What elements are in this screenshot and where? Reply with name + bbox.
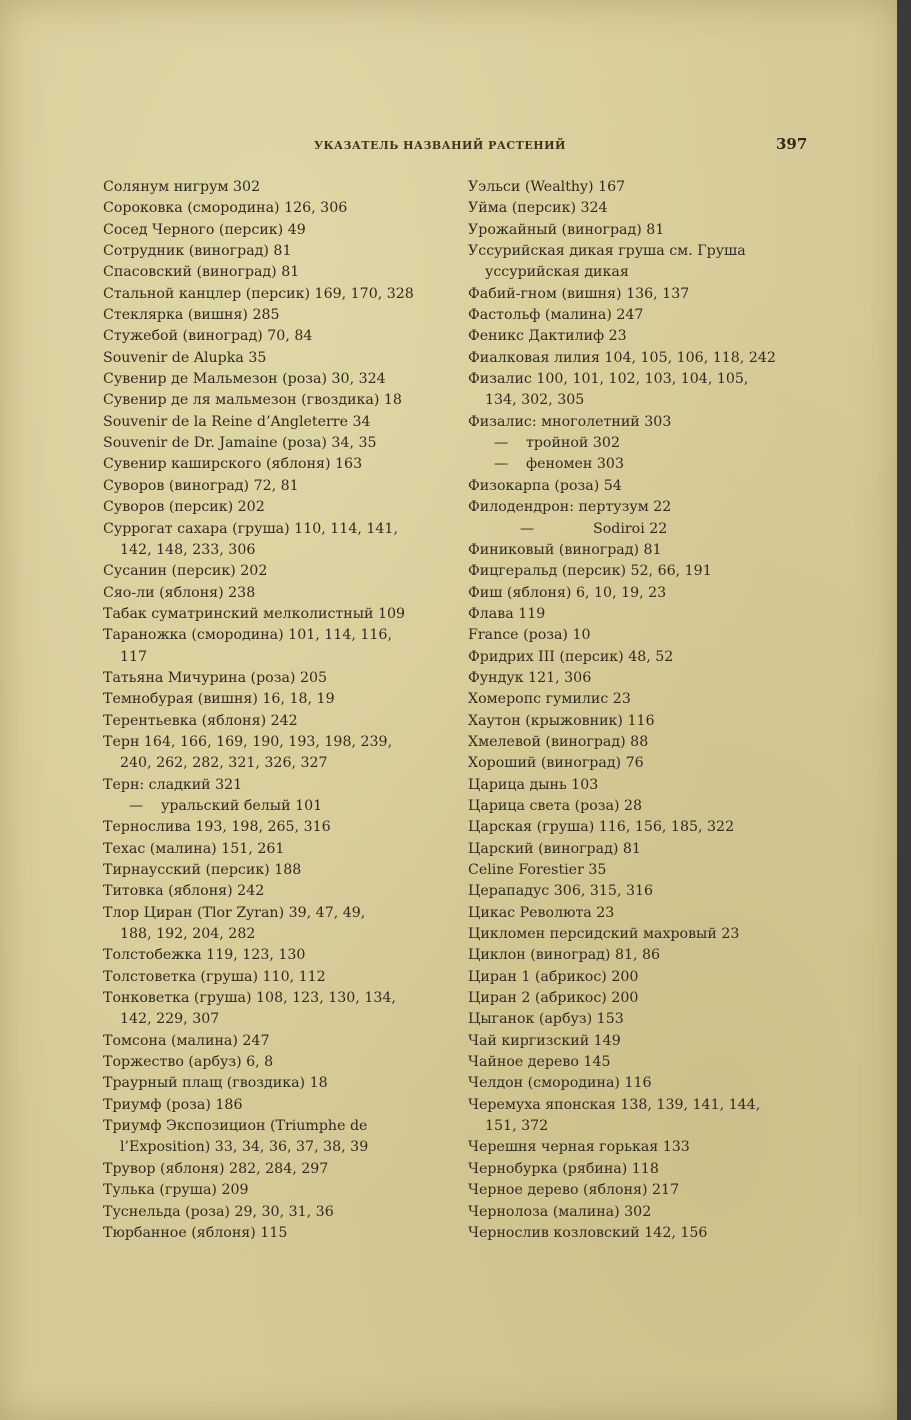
index-subentry-text: Sodiroi 22 xyxy=(593,520,668,537)
index-subentry xyxy=(468,433,806,454)
index-entry: Физалис: многолетний 303 xyxy=(468,413,672,430)
index-entry: Техас (малина) 151, 261 xyxy=(103,840,285,857)
index-entry: Фастольф (малина) 247 xyxy=(468,307,644,324)
index-entry: Цикас Революта 23 xyxy=(468,904,615,921)
dash: — xyxy=(494,435,509,452)
index-entry: Черешня черная горькая 133 xyxy=(468,1139,690,1156)
running-header: УКАЗАТЕЛЬ НАЗВАНИЙ РАСТЕНИЙ xyxy=(314,139,566,152)
index-entry: Souvenir de Alupka 35 xyxy=(103,349,267,366)
index-entry: Суррогат сахара (груша) 110, 114, 141, xyxy=(103,520,398,537)
index-entry: Тараножка (смородина) 101, 114, 116, xyxy=(103,627,392,644)
index-entry: Терн: сладкий 321 xyxy=(103,776,243,793)
index-entry-continuation: 240, 262, 282, 321, 326, 327 xyxy=(120,755,328,772)
index-entry: Хомеропс гумилис 23 xyxy=(468,691,631,708)
index-entry: Чернолоза (малина) 302 xyxy=(468,1203,652,1220)
index-entry: Уйма (персик) 324 xyxy=(468,200,608,217)
index-entry: Циклон (виноград) 81, 86 xyxy=(468,947,661,964)
index-entry: Сувенир де ля мальмезон (гвоздика) 18 xyxy=(103,392,402,409)
index-entry: Фридрих III (персик) 48, 52 xyxy=(468,648,674,665)
index-entry: Стеклярка (вишня) 285 xyxy=(103,307,280,324)
index-entry: Феникс Дактилиф 23 xyxy=(468,328,627,345)
index-entry: Татьяна Мичурина (роза) 205 xyxy=(103,669,328,686)
index-entry: Souvenir de la Reine d’Angleterre 34 xyxy=(103,413,371,430)
index-entry: Физокарпа (роза) 54 xyxy=(468,477,622,494)
index-entry: Фабий-гном (вишня) 136, 137 xyxy=(468,285,690,302)
index-entry: Титовка (яблоня) 242 xyxy=(103,883,265,900)
index-entry: Стальной канцлер (персик) 169, 170, 328 xyxy=(103,285,414,302)
index-entry: Черемуха японская 138, 139, 141, 144, xyxy=(468,1096,761,1113)
index-entry: Сяо-ли (яблоня) 238 xyxy=(103,584,256,601)
index-entry-continuation: l’Exposition) 33, 34, 36, 37, 38, 39 xyxy=(120,1139,369,1156)
index-entry: Чернослив козловский 142, 156 xyxy=(468,1224,708,1241)
index-entry-continuation: 142, 229, 307 xyxy=(120,1011,220,1028)
index-entry: Черное дерево (яблоня) 217 xyxy=(468,1182,680,1199)
index-entry: Царица дынь 103 xyxy=(468,776,599,793)
index-entry-continuation: 134, 302, 305 xyxy=(485,392,585,409)
index-entry: Суворов (персик) 202 xyxy=(103,499,265,516)
index-entry: Чернобурка (рябина) 118 xyxy=(468,1160,659,1177)
index-entry: Торжество (арбуз) 6, 8 xyxy=(103,1054,274,1071)
index-entry: Сувенир де Мальмезон (роза) 30, 324 xyxy=(103,371,386,388)
index-entry: Циран 2 (абрикос) 200 xyxy=(468,990,639,1007)
index-entry: Терентьевка (яблоня) 242 xyxy=(103,712,298,729)
index-entry-continuation: уссурийская дикая xyxy=(485,264,629,281)
index-entry: Сусанин (персик) 202 xyxy=(103,563,268,580)
index-entry: Сотрудник (виноград) 81 xyxy=(103,243,292,260)
index-entry: Суворов (виноград) 72, 81 xyxy=(103,477,299,494)
index-subentry xyxy=(468,519,806,540)
index-entry: Хаутон (крыжовник) 116 xyxy=(468,712,655,729)
index-entry: Цикломен персидский махровый 23 xyxy=(468,926,740,943)
index-entry: Стужебой (виноград) 70, 84 xyxy=(103,328,313,345)
index-entry: Толстобежка 119, 123, 130 xyxy=(103,947,306,964)
index-entry: Царский (виноград) 81 xyxy=(468,840,641,857)
index-entry-continuation: 188, 192, 204, 282 xyxy=(120,926,256,943)
index-entry: Финиковый (виноград) 81 xyxy=(468,541,662,558)
index-entry: Триумф Экспозицион (Triumphe de xyxy=(103,1118,368,1135)
index-entry: Урожайный (виноград) 81 xyxy=(468,221,665,238)
index-entry: Терн 164, 166, 169, 190, 193, 198, 239, xyxy=(103,733,393,750)
index-entry: Темнобурая (вишня) 16, 18, 19 xyxy=(103,691,335,708)
index-subentry-text: уральский белый 101 xyxy=(161,797,323,814)
index-entry: Хмелевой (виноград) 88 xyxy=(468,733,649,750)
index-entry: Трувор (яблоня) 282, 284, 297 xyxy=(103,1160,329,1177)
dash: — xyxy=(494,456,509,473)
index-entry: Тернослива 193, 198, 265, 316 xyxy=(103,819,331,836)
index-entry: Хороший (виноград) 76 xyxy=(468,755,644,772)
index-entry: Царица света (роза) 28 xyxy=(468,797,643,814)
index-subentry-text: тройной 302 xyxy=(526,435,620,452)
scan-background-strip xyxy=(897,0,911,1420)
index-entry: Уссурийская дикая груша см. Груша xyxy=(468,243,746,260)
dash: — xyxy=(129,797,144,814)
index-entry: Тирнаусский (персик) 188 xyxy=(103,862,302,878)
index-entry: Солянум нигрум 302 xyxy=(103,179,261,195)
index-entry: Сороковка (смородина) 126, 306 xyxy=(103,200,348,217)
index-column-right xyxy=(468,177,806,1244)
index-entry: Уэльси (Wealthy) 167 xyxy=(468,179,626,195)
index-entry: Чайное дерево 145 xyxy=(468,1054,611,1071)
index-entry: Чай киргизский 149 xyxy=(468,1032,621,1049)
index-entry: Циран 1 (абрикос) 200 xyxy=(468,968,639,985)
index-entry: Спасовский (виноград) 81 xyxy=(103,264,300,281)
index-entry: Цыганок (арбуз) 153 xyxy=(468,1011,624,1028)
index-entry: Флава 119 xyxy=(468,605,546,622)
index-entry: Томсона (малина) 247 xyxy=(103,1032,270,1049)
index-entry: Тюрбанное (яблоня) 115 xyxy=(103,1224,288,1241)
page-number: 397 xyxy=(776,135,808,153)
index-subentry xyxy=(468,454,806,475)
index-entry: Физалис 100, 101, 102, 103, 104, 105, xyxy=(468,371,749,388)
index-column-left xyxy=(103,177,445,1244)
index-entry: Траурный плащ (гвоздика) 18 xyxy=(103,1075,328,1092)
index-entry: Фиш (яблоня) 6, 10, 19, 23 xyxy=(468,584,667,601)
index-entry: Триумф (роза) 186 xyxy=(103,1096,243,1113)
index-entry: Фундук 121, 306 xyxy=(468,669,592,686)
index-entry: Souvenir de Dr. Jamaine (роза) 34, 35 xyxy=(103,435,377,452)
index-entry: Табак суматринский мелколистный 109 xyxy=(103,605,406,622)
index-subentry xyxy=(103,796,445,817)
index-entry: Сосед Черного (персик) 49 xyxy=(103,221,306,238)
index-entry: Celine Forestier 35 xyxy=(468,862,607,878)
dash: — xyxy=(520,520,535,537)
index-entry: Тонковетка (груша) 108, 123, 130, 134, xyxy=(103,990,396,1007)
index-entry: France (роза) 10 xyxy=(468,627,591,644)
index-entry: Царская (груша) 116, 156, 185, 322 xyxy=(468,819,735,836)
index-entry-continuation: 117 xyxy=(120,648,148,665)
index-entry: Челдон (смородина) 116 xyxy=(468,1075,652,1092)
index-subentry-text: феномен 303 xyxy=(526,456,624,473)
index-entry: Фицгеральд (персик) 52, 66, 191 xyxy=(468,563,712,580)
index-entry: Толстоветка (груша) 110, 112 xyxy=(103,968,326,985)
index-entry: Тлор Циран (Tlor Zyran) 39, 47, 49, xyxy=(103,904,366,921)
index-entry: Тулька (груша) 209 xyxy=(103,1182,249,1199)
index-entry-continuation: 142, 148, 233, 306 xyxy=(120,541,256,558)
index-entry: Туснельда (роза) 29, 30, 31, 36 xyxy=(103,1203,334,1220)
index-entry: Сувенир каширского (яблоня) 163 xyxy=(103,456,363,473)
index-entry: Церападус 306, 315, 316 xyxy=(468,883,654,900)
index-entry: Фиалковая лилия 104, 105, 106, 118, 242 xyxy=(468,349,776,366)
index-entry: Филодендрон: пертузум 22 xyxy=(468,499,672,516)
index-entry-continuation: 151, 372 xyxy=(485,1118,549,1135)
